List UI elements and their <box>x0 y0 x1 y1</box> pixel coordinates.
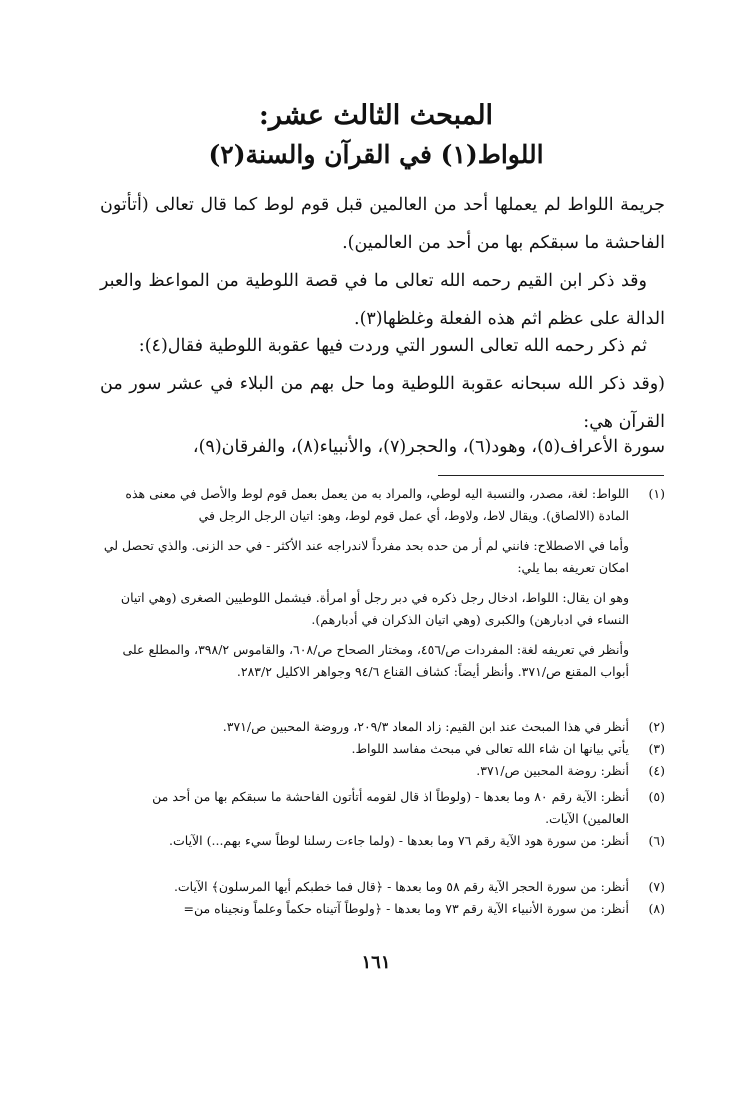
footnote-7 <box>102 876 665 898</box>
footnote-text <box>102 830 629 852</box>
footnote-paragraph: وأنظر في تعريفه لغة: المفردات ص/٤٥٦، ومختار الصحاح ص/٦٠٨، والقاموس ٣٩٨/٢، والمطلع على أبواب المقنع ص/٣٧١. وأنظر أيضاً: كشاف القناع ٩٤/٦ وجواهر الاكليل ٢٨٣/٢. <box>122 642 629 679</box>
paragraph-text: وقد ذكر ابن القيم رحمه الله تعالى ما في قصة اللوطية من المواعظ والعبر الدالة على عظم اثم هذه الفعلة وغلظها(٣). <box>100 271 665 329</box>
footnote-1 <box>102 483 665 683</box>
body-paragraph-3 <box>100 327 665 365</box>
footnote-number: (٦) <box>648 833 665 848</box>
paragraph-text: جريمة اللواط لم يعملها أحد من العالمين قبل قوم لوط كما قال تعالى (أتأتون الفاحشة ما سبقكم بها من أحد من العالمين). <box>100 195 665 253</box>
paragraph-text: ثم ذكر رحمه الله تعالى السور التي وردت فيها عقوبة اللوطية فقال(٤): <box>138 336 647 356</box>
footnote-5 <box>102 786 665 830</box>
footnote-number: (١) <box>648 486 665 501</box>
footnote-paragraph: وهو ان يقال: اللواط، ادخال رجل ذكره في دبر رجل أو امرأة. فيشمل اللوطيين الصغرى (وهي اتيان النساء في ادبارهن) والكبرى (وهي اتيان الذكران في أدبارهم). <box>120 590 629 627</box>
footnote-text <box>102 760 629 782</box>
footnote-4 <box>102 760 665 782</box>
footnote-6 <box>102 830 665 852</box>
footnote-number: (٥) <box>648 789 665 804</box>
footnote-paragraph: أنظر: الآية رقم ٨٠ وما بعدها - (ولوطاً اذ قال لقومه أتأتون الفاحشة ما سبقكم بها من أحد من العالمين) الآيات. <box>152 789 629 826</box>
footnote-paragraph: اللواط: لغة، مصدر، والنسبة اليه لوطي، والمراد به من يعمل بعمل قوم لوط والأصل في معنى هذه المادة (الالصاق). ويقال لاط، ولاوط، أي عمل قوم لوط، وهو: اتيان الرجل الرجل في <box>125 486 629 523</box>
body-paragraph-1 <box>100 186 665 262</box>
footnote-number: (٢) <box>648 719 665 734</box>
footnote-number: (٣) <box>648 741 665 756</box>
footnote-text <box>102 786 629 830</box>
footnote-3 <box>102 738 665 760</box>
footnote-8 <box>102 898 665 920</box>
section-title: المبحث الثالث عشر: <box>258 100 494 131</box>
footnote-text <box>102 898 629 920</box>
footnote-paragraph: يأتي بيانها ان شاء الله تعالى في مبحث مفاسد اللواط. <box>351 741 629 756</box>
footnote-paragraph: وأما في الاصطلاح: فانني لم أر من حده بحد مفرداً لاندراجه عند الأكثر - في حد الزنى. والذي تحصل لي امكان تعريفه بما يلي: <box>103 538 629 575</box>
footnote-number: (٤) <box>648 763 665 778</box>
footnote-2 <box>102 716 665 738</box>
footnote-paragraph: أنظر: من سورة الحجر الآية رقم ٥٨ وما بعدها - ﴿قال فما خطبكم أيها المرسلون﴾ الآيات. <box>173 879 629 894</box>
footnote-text <box>102 738 629 760</box>
footnote-paragraph: أنظر: من سورة هود الآية رقم ٧٦ وما بعدها - (ولما جاءت رسلنا لوطاً سيء بهم...) الآيات. <box>169 833 629 848</box>
paragraph-text: (وقد ذكر الله سبحانه عقوبة اللوطية وما حل بهم من البلاء في عشر سور من القرآن هي: <box>100 374 665 432</box>
footnote-number: (٧) <box>648 879 665 894</box>
page-number: ١٦١ <box>361 952 391 973</box>
footnote-paragraph: أنظر: روضة المحبين ص/٣٧١. <box>476 763 629 778</box>
footnote-paragraph: أنظر: من سورة الأنبياء الآية رقم ٧٣ وما بعدها - ﴿ولوطاً آتيناه حكماً وعلماً ونجيناه من= <box>183 901 629 916</box>
footnote-text <box>102 876 629 898</box>
footnote-separator <box>438 475 664 476</box>
section-subtitle: اللواط(١) في القرآن والسنة(٢) <box>208 140 544 169</box>
footnote-text <box>102 716 629 738</box>
footnote-number: (٨) <box>648 901 665 916</box>
footnote-paragraph: أنظر في هذا المبحث عند ابن القيم: زاد المعاد ٢٠٩/٣، وروضة المحبين ص/٣٧١. <box>222 719 629 734</box>
footnote-text <box>102 483 629 683</box>
sura-list-line: سورة الأعراف(٥)، وهود(٦)، والحجر(٧)، والأنبياء(٨)، والفرقان(٩)، <box>192 437 665 457</box>
